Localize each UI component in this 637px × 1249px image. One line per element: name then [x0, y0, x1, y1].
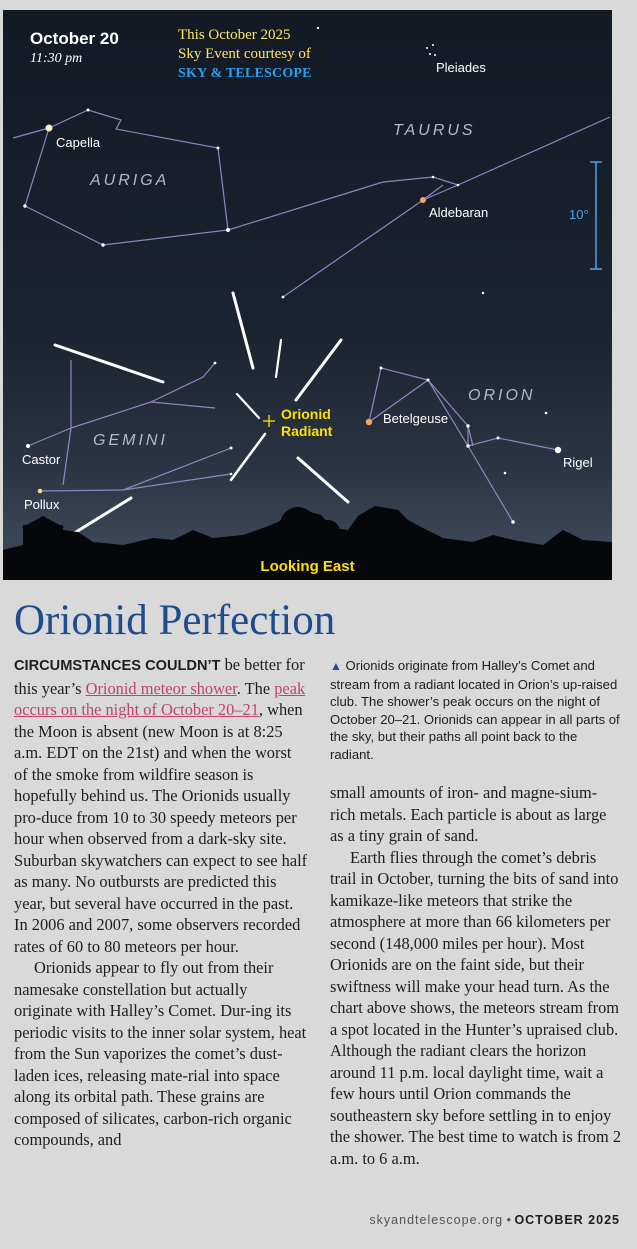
- constellation-label-gemini: GEMINI: [93, 432, 168, 449]
- sky-chart-graphics: [3, 10, 612, 580]
- constellation-label-orion: ORION: [468, 387, 536, 404]
- radiant-label: [281, 406, 332, 440]
- article-column-right: [330, 782, 622, 1169]
- star-label-rigel: Rigel: [563, 455, 593, 470]
- article-title: Orionid Perfection: [14, 597, 336, 644]
- direction-label: Looking East: [260, 558, 355, 575]
- page-footer: [369, 1213, 620, 1227]
- star-label-capella: Capella: [56, 135, 101, 150]
- link-orionid-meteor-shower[interactable]: Orionid meteor shower: [85, 678, 237, 698]
- caption-text: Orionids originate from Halley’s Comet and stream from a radiant located in Orion’s up-raised club. The shower’s peak occurs on the night of October 20–21. Orionids can appear in all parts of the sky, but their paths all point back to the radiant.: [330, 658, 620, 762]
- article-column-left: [14, 654, 309, 1151]
- paragraph-3: small amounts of iron- and magne-sium-rich metals. Each particle is about as large as a tiny grain of sand.: [330, 783, 607, 845]
- triangle-up-icon: ▲: [330, 659, 342, 673]
- credit-brand: SKY & TELESCOPE: [178, 66, 312, 81]
- lead-in: CIRCUMSTANCES COULDN’T: [14, 658, 221, 674]
- paragraph-2: Orionids appear to fly out from their namesake constellation but actually originate with Halley’s Comet. Dur-ing its periodic visits to the inner solar system, heat from the Sun vaporizes the comet’s dust-laden ices, releasing mate-rial into space along its orbital path. These grains are composed of silicates, carbon-rich organic compounds, and: [14, 958, 307, 1149]
- radiant-label-line1: Orionid: [281, 406, 331, 422]
- scale-label: 10°: [569, 207, 589, 222]
- star-label-castor: Castor: [22, 452, 61, 467]
- link-peak-night[interactable]: peak occurs on the night of October 20–21: [14, 678, 306, 719]
- radiant-label-line2: Radiant: [281, 423, 333, 439]
- constellation-label-taurus: TAURUS: [393, 122, 476, 139]
- footer-separator: •: [506, 1213, 511, 1227]
- constellation-label-auriga: AURIGA: [90, 172, 170, 189]
- footer-issue: OCTOBER 2025: [514, 1213, 620, 1227]
- chart-credit: [178, 26, 312, 83]
- p1-text-3: , when the Moon is absent (new Moon is at 8:25 a.m. EDT on the 21st) and when the worst of the smoke from wildfire season is hopefully behind us. The Orionids usually pro-duce from 10 to 30 speedy meteors per hour when observed from a dark-sky site. Suburban skywatchers can expect to see half as many. No outbursts are predicted this year, but several have occurred in the past. In 2006 and 2007, some observers recorded rates of 60 to 80 meteors per hour.: [14, 700, 308, 956]
- p1-text-2: . The: [236, 678, 275, 698]
- footer-url[interactable]: skyandtelescope.org: [369, 1213, 504, 1227]
- star-label-aldebaran: Aldebaran: [429, 205, 489, 220]
- star-label-pleiades: Pleiades: [436, 60, 486, 75]
- scale-bar: [590, 162, 602, 269]
- p1-text-1: be better for this year’s: [14, 655, 305, 698]
- paragraph-4: Earth flies through the comet’s debris trail in October, turning the bits of sand into kamikaze-like meteors that strike the atmosphere at more than 66 kilometers per second (148,000 miles per hour). Most Orionids are on the faint side, but their swiftness will make your head turn. As the chart above shows, the meteors stream from a spot located in the Hunter’s upraised club. Although the radiant clears the horizon around 11 p.m. local daylight time, wait a few hours until Orion commands the southeastern sky before settling in to enjoy the shower. The best time to watch is from 2 a.m. to 6 a.m.: [330, 847, 622, 1168]
- star-label-betelgeuse: Betelgeuse: [383, 411, 449, 426]
- paragraph-1: [14, 654, 309, 957]
- sky-chart: [3, 10, 612, 580]
- credit-line1: This October 2025: [178, 27, 291, 43]
- star-label-pollux: Pollux: [24, 497, 60, 512]
- radiant-marker: [263, 415, 275, 427]
- chart-caption: [330, 657, 622, 764]
- chart-time: 11:30 pm: [30, 51, 83, 66]
- credit-line2: Sky Event courtesy of: [178, 46, 311, 62]
- chart-date: October 20: [30, 29, 119, 48]
